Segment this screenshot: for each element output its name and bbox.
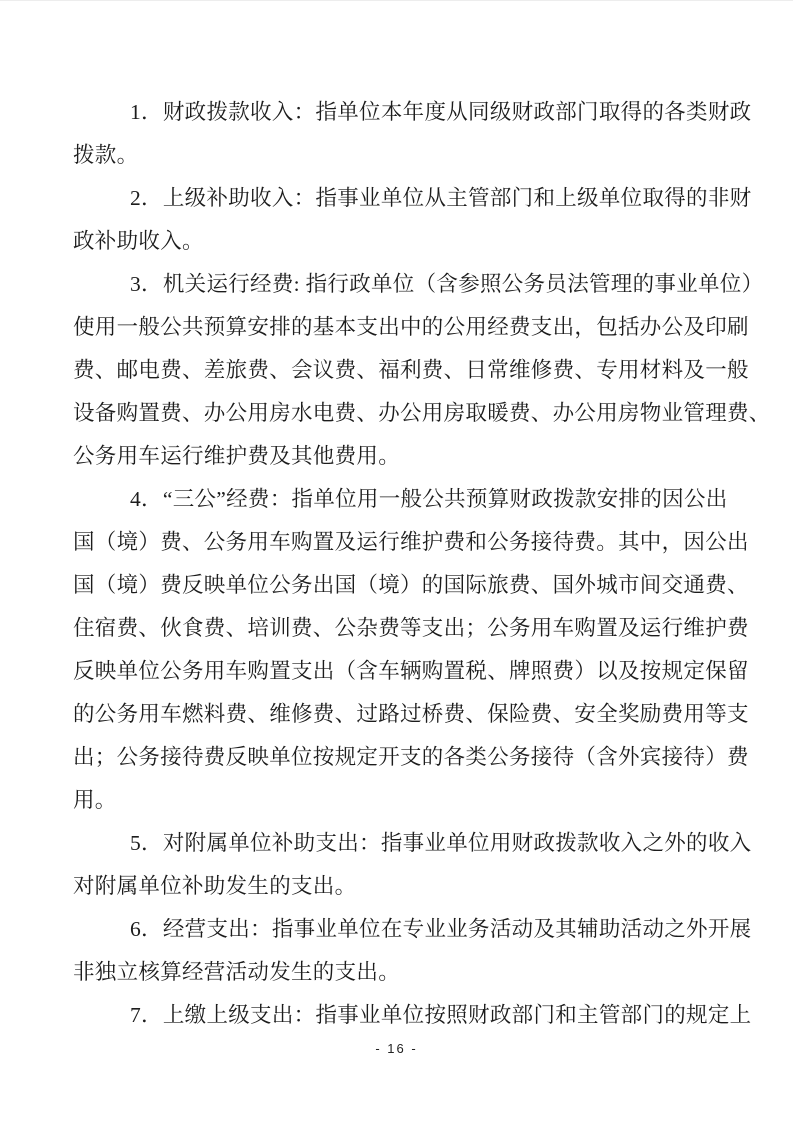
text-line: 的公务用车燃料费、维修费、过路过桥费、保险费、安全奖励费用等支 (73, 702, 749, 726)
text-line: 反映单位公务用车购置支出（含车辆购置税、牌照费）以及按规定保留 (73, 659, 749, 683)
text-line: 7．上缴上级支出：指事业单位按照财政部门和主管部门的规定上 (130, 1003, 752, 1027)
text-line: 使用一般公共预算安排的基本支出中的公用经费支出，包括办公及印刷 (73, 315, 749, 339)
paragraph (73, 91, 752, 177)
paragraph (73, 908, 752, 994)
document-body (73, 91, 771, 1037)
paragraph (73, 994, 752, 1037)
text-line: 4．“三公”经费：指单位用一般公共预算财政拨款安排的因公出 (130, 487, 728, 511)
text-line: 出；公务接待费反映单位按规定开支的各类公务接待（含外宾接待）费 (73, 745, 749, 769)
text-line: 1．财政拨款收入：指单位本年度从同级财政部门取得的各类财政 (130, 100, 752, 124)
text-line: 非独立核算经营活动发生的支出。 (73, 960, 401, 984)
paragraph (73, 822, 752, 908)
text-line: 用。 (73, 788, 117, 812)
text-line: 3．机关运行经费: 指行政单位（含参照公务员法管理的事业单位） (130, 272, 764, 296)
text-line: 拨款。 (73, 143, 139, 167)
page-footer (0, 1040, 793, 1058)
text-line: 6．经营支出：指事业单位在专业业务活动及其辅助活动之外开展 (130, 917, 752, 941)
text-line: 政补助收入。 (73, 229, 204, 253)
paragraph (73, 263, 771, 478)
text-line: 国（境）费、公务用车购置及运行维护费和公务接待费。其中，因公出 (73, 530, 749, 554)
text-line: 住宿费、伙食费、培训费、公杂费等支出；公务用车购置及运行维护费 (73, 616, 749, 640)
text-line: 对附属单位补助发生的支出。 (73, 874, 357, 898)
paragraph (73, 177, 752, 263)
text-line: 5．对附属单位补助支出：指事业单位用财政拨款收入之外的收入 (130, 831, 752, 855)
text-line: 设备购置费、办公用房水电费、办公用房取暖费、办公用房物业管理费、 (73, 401, 771, 425)
page-number: - 16 - (375, 1041, 418, 1056)
paragraph (73, 478, 749, 822)
text-line: 2．上级补助收入：指事业单位从主管部门和上级单位取得的非财 (130, 186, 752, 210)
text-line: 国（境）费反映单位公务出国（境）的国际旅费、国外城市间交通费、 (73, 573, 749, 597)
text-line: 公务用车运行维护费及其他费用。 (73, 444, 401, 468)
text-line: 费、邮电费、差旅费、会议费、福利费、日常维修费、专用材料及一般 (73, 358, 749, 382)
